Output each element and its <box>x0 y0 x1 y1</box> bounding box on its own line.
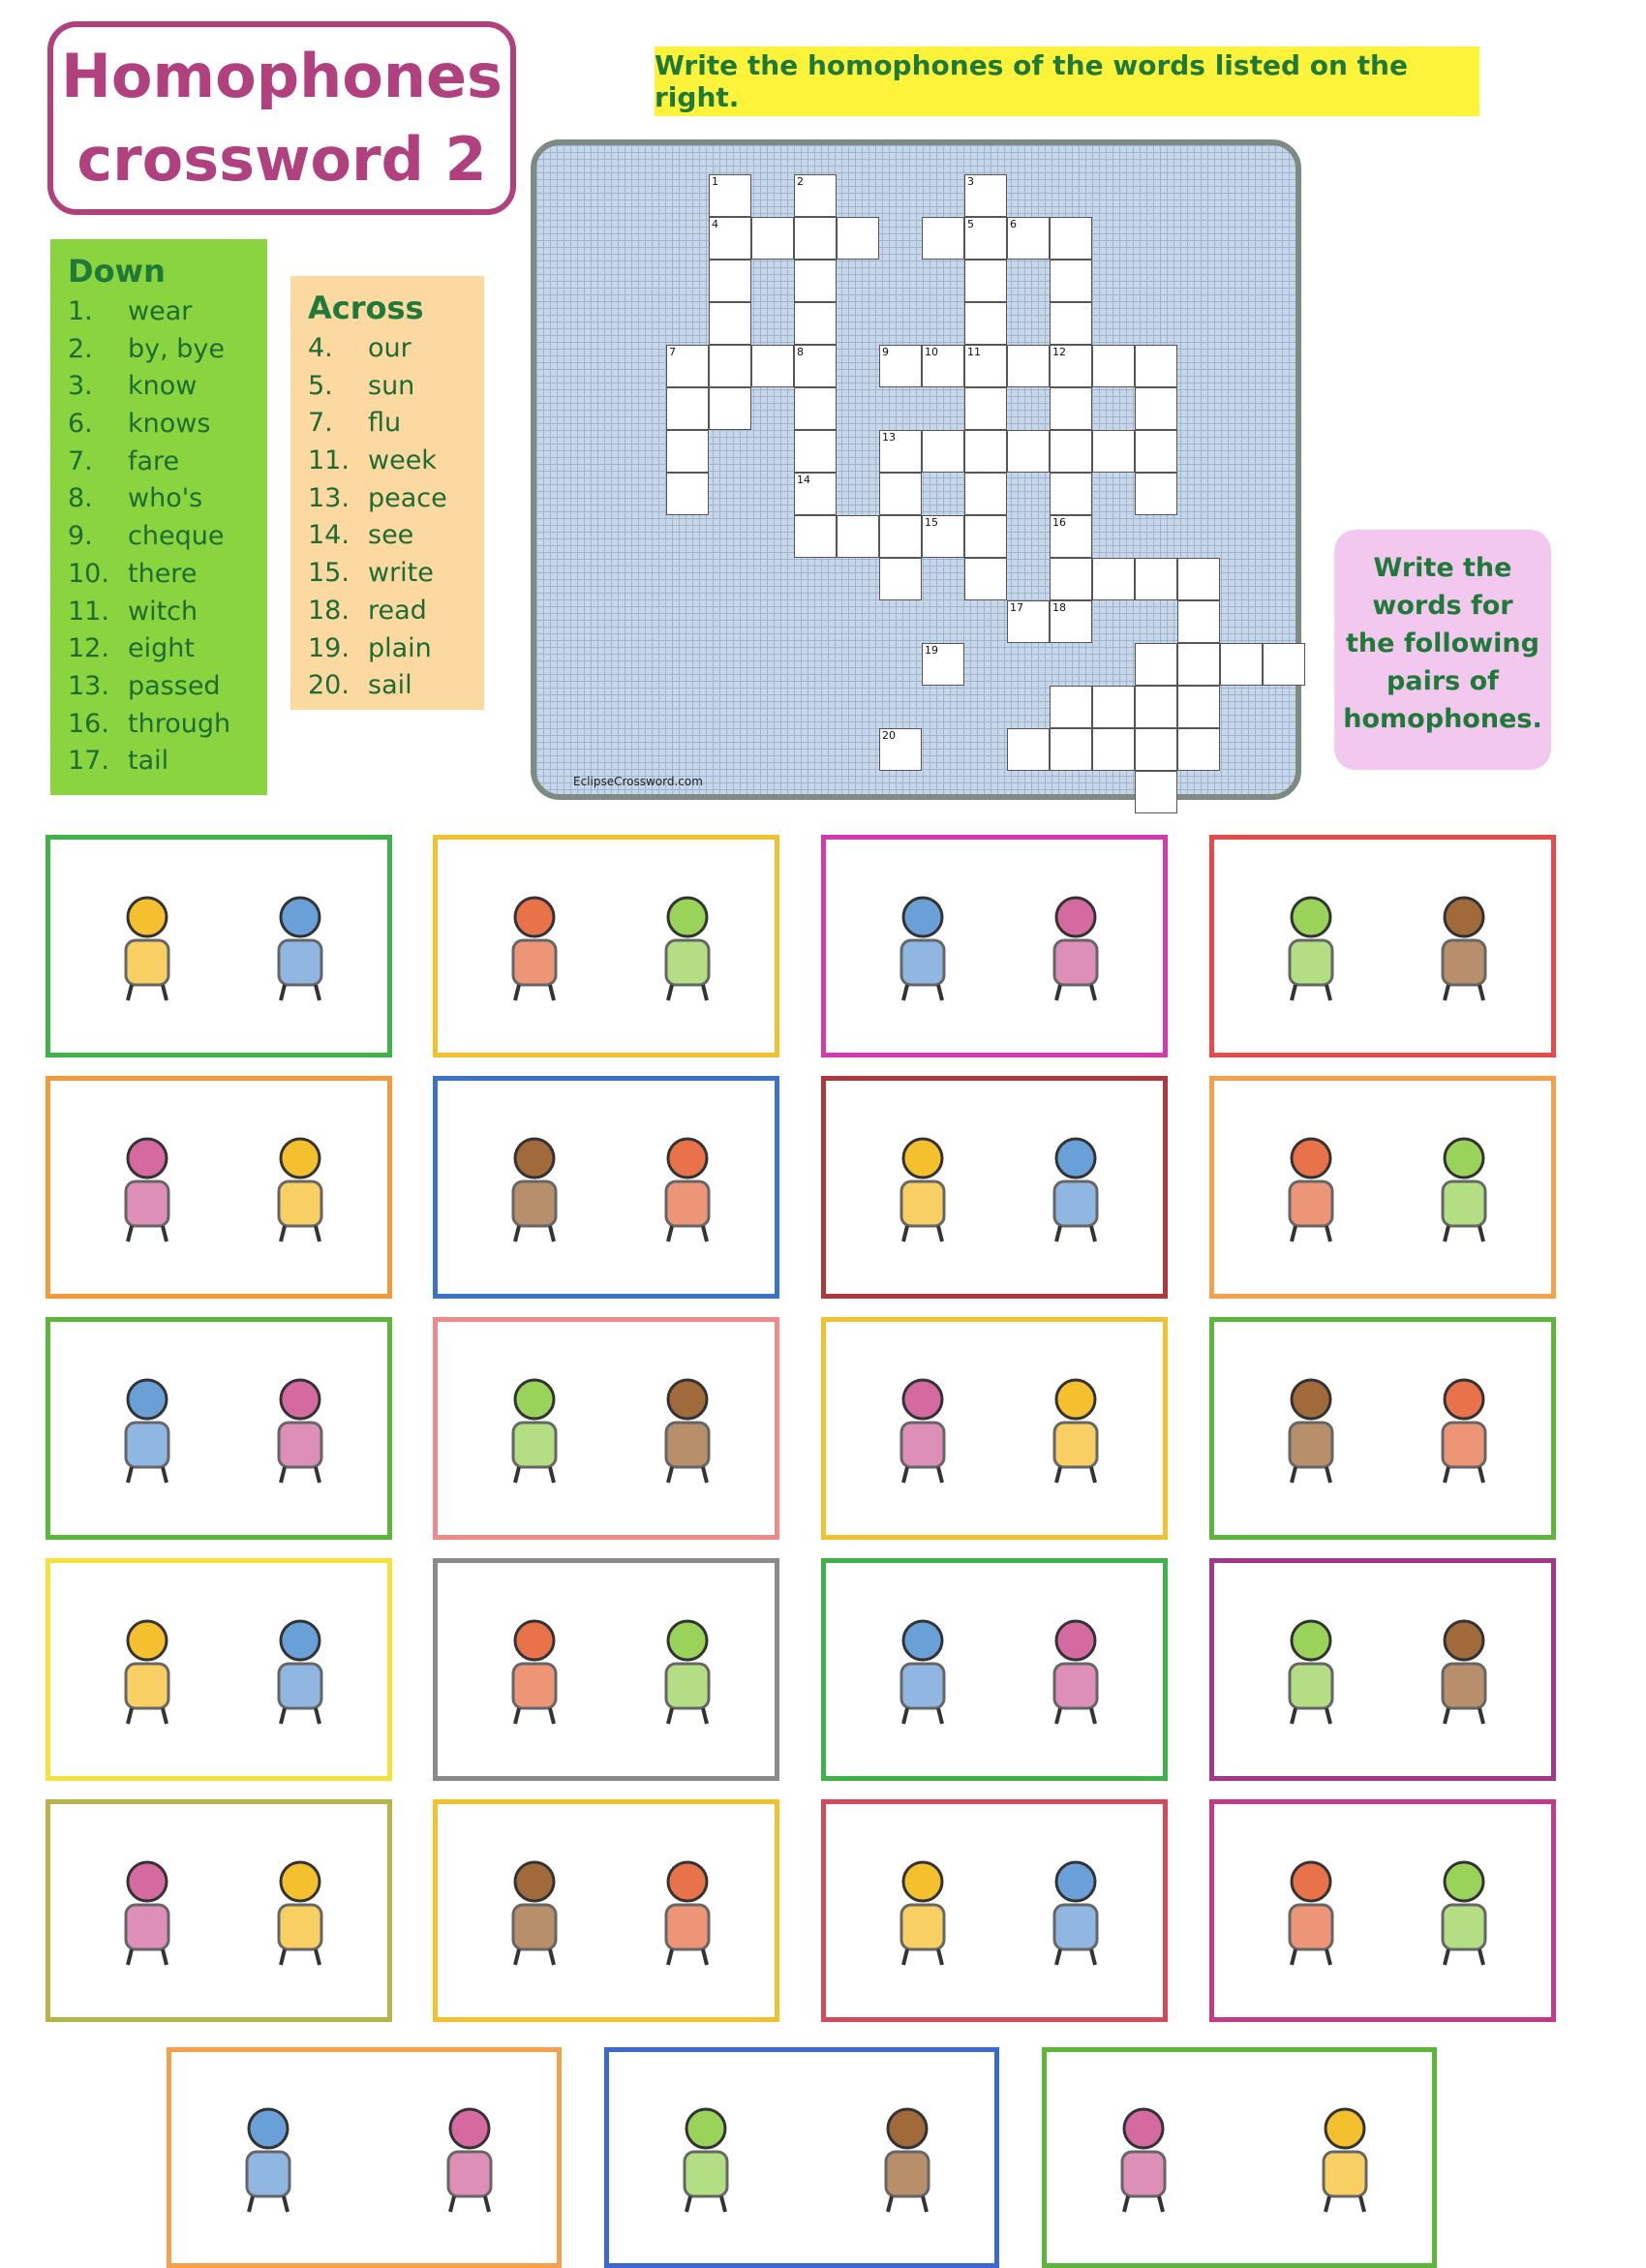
picture-card <box>1209 1317 1556 1540</box>
clue-word: flu <box>368 408 402 439</box>
crossword-cell[interactable] <box>1007 430 1050 473</box>
man-desk-icon <box>629 1853 746 1969</box>
across-clue <box>290 443 484 480</box>
picture-card <box>821 1799 1168 2022</box>
clue-number: 17. <box>68 746 109 777</box>
clue-word: peace <box>368 482 447 513</box>
crossword-cell[interactable] <box>1050 728 1092 771</box>
clue-number: 11. <box>308 445 350 476</box>
clue-number-label: 19 <box>925 644 938 657</box>
clue-number: 6. <box>68 409 93 440</box>
clue-number: 18. <box>308 595 350 626</box>
man-where-icon <box>242 1370 358 1486</box>
sun-icon <box>89 888 205 1004</box>
clue-word: eight <box>128 633 195 664</box>
woman-knows-icon <box>865 1370 981 1486</box>
girl-wind-icon <box>849 2099 965 2216</box>
crossword-cell[interactable] <box>1177 558 1220 600</box>
crossword-cell[interactable] <box>1220 643 1263 686</box>
clue-word: write <box>368 558 434 589</box>
clue-number: 3. <box>68 371 93 402</box>
crossword-numbered-cell[interactable] <box>1050 515 1092 558</box>
across-clue <box>290 330 484 368</box>
man-wear-icon <box>89 1370 205 1486</box>
crossword-cell[interactable] <box>666 387 709 430</box>
crossword-cell[interactable] <box>1177 728 1220 771</box>
clue-number: 7. <box>308 408 333 439</box>
crossword-cell[interactable] <box>1177 600 1220 643</box>
sale-icon <box>629 1611 746 1728</box>
crossword-numbered-cell[interactable] <box>1007 217 1050 260</box>
clue-number-label: 6 <box>1010 218 1017 230</box>
crossword-cell[interactable] <box>751 345 794 387</box>
clue-number: 14. <box>308 520 350 551</box>
crossword-cell[interactable] <box>1050 430 1092 473</box>
crossword-cell[interactable] <box>794 260 837 302</box>
crossword-numbered-cell[interactable] <box>922 515 964 558</box>
crossword-numbered-cell[interactable] <box>666 345 709 387</box>
down-clue <box>50 406 267 444</box>
crossword-cell[interactable] <box>794 387 837 430</box>
clue-number: 19. <box>308 632 350 663</box>
clue-word: read <box>368 595 427 626</box>
picture-card <box>433 1317 779 1540</box>
picture-card <box>433 1558 779 1781</box>
crossword-cell[interactable] <box>964 558 1007 600</box>
down-clue <box>50 630 267 668</box>
sailboat-icon <box>476 1611 593 1728</box>
clue-number-label: 18 <box>1052 601 1066 614</box>
plain-field-icon <box>629 1370 746 1486</box>
down-clue <box>50 706 267 744</box>
crossword-cell[interactable] <box>1263 643 1305 686</box>
clue-number-label: 2 <box>797 175 804 188</box>
clue-number-label: 20 <box>882 729 896 742</box>
crossword-cell[interactable] <box>1177 643 1220 686</box>
across-clue <box>290 555 484 593</box>
bird-tail-icon <box>1253 1853 1369 1969</box>
witch-icon <box>1253 888 1369 1004</box>
clue-number-label: 5 <box>967 218 974 230</box>
down-clue <box>50 331 267 369</box>
crossword-cell[interactable] <box>709 387 751 430</box>
clue-number-label: 3 <box>967 175 974 188</box>
clue-number: 2. <box>68 333 93 364</box>
clue-number-label: 12 <box>1052 346 1066 358</box>
clue-number-label: 10 <box>925 346 938 358</box>
crossword-cell[interactable] <box>1007 345 1050 387</box>
crossword-numbered-cell[interactable] <box>964 345 1007 387</box>
down-clue-list <box>50 293 267 781</box>
picture-card <box>433 1799 779 2022</box>
woman-see-icon <box>1018 1129 1134 1245</box>
clue-word: plain <box>368 632 432 663</box>
down-clue <box>50 556 267 594</box>
crossword-grid <box>531 139 1301 800</box>
crossword-numbered-cell[interactable] <box>964 217 1007 260</box>
crossword-numbered-cell[interactable] <box>922 345 964 387</box>
crossword-cell[interactable] <box>794 515 837 558</box>
crossword-cell[interactable] <box>964 260 1007 302</box>
boy-question-icon <box>648 2099 764 2216</box>
title-line-1: Homophones <box>61 41 503 111</box>
clue-word: fare <box>128 445 180 476</box>
crossword-numbered-cell[interactable] <box>794 174 837 217</box>
crossword-numbered-cell[interactable] <box>879 430 922 473</box>
picture-card <box>1209 1076 1556 1299</box>
crossword-cell[interactable] <box>709 345 751 387</box>
crossword-cell[interactable] <box>964 473 1007 515</box>
clue-number: 13. <box>68 670 109 701</box>
across-clue <box>290 368 484 406</box>
old-man-nose-icon <box>1018 1370 1134 1486</box>
clue-number-label: 4 <box>712 218 718 230</box>
picture-card <box>1042 2047 1437 2268</box>
clue-word: knows <box>128 409 211 440</box>
clue-number: 13. <box>308 482 350 513</box>
clue-number: 7. <box>68 445 93 476</box>
picture-card <box>821 835 1168 1057</box>
crossword-cell[interactable] <box>709 302 751 345</box>
crossword-cell[interactable] <box>1092 728 1135 771</box>
across-clue <box>290 517 484 555</box>
picture-card <box>433 835 779 1057</box>
crossword-cell[interactable] <box>837 515 879 558</box>
woman-flu-icon <box>1406 1129 1522 1245</box>
down-clue <box>50 444 267 481</box>
across-clue <box>290 630 484 668</box>
clue-number-label: 1 <box>712 175 718 188</box>
right-arrow-icon <box>1018 1611 1134 1728</box>
clue-number: 20. <box>308 670 350 701</box>
picture-card <box>1209 835 1556 1057</box>
crossword-numbered-cell[interactable] <box>879 345 922 387</box>
crossword-cell[interactable] <box>1135 473 1177 515</box>
crossword-cell[interactable] <box>751 217 794 260</box>
picture-card <box>46 1558 392 1781</box>
across-clue <box>290 593 484 630</box>
clue-number: 12. <box>68 633 109 664</box>
clue-number: 8. <box>68 483 93 514</box>
girl-tale-icon <box>1406 1853 1522 1969</box>
lincoln-icon <box>1253 1611 1369 1728</box>
clue-word: wear <box>128 296 193 326</box>
crossword-cell[interactable] <box>922 430 964 473</box>
crossword-cell[interactable] <box>666 473 709 515</box>
side-instruction-line: homophones. <box>1343 704 1542 734</box>
crossword-numbered-cell[interactable] <box>922 643 964 686</box>
clue-number-label: 15 <box>925 516 938 529</box>
title-line-2: crossword 2 <box>76 124 487 195</box>
clue-word: know <box>128 371 198 402</box>
picture-card <box>604 2047 999 2268</box>
crossword-cell[interactable] <box>1135 430 1177 473</box>
clue-number: 1. <box>68 296 93 326</box>
clue-number-label: 13 <box>882 431 896 444</box>
crossword-numbered-cell[interactable] <box>964 174 1007 217</box>
crossword-credit: EclipseCrossword.com <box>573 775 703 788</box>
clue-word: our <box>368 333 412 363</box>
picture-card <box>46 835 392 1057</box>
crossword-cell[interactable] <box>1092 345 1135 387</box>
boy-threw-icon <box>210 2099 326 2216</box>
woman-write-icon <box>865 1611 981 1728</box>
down-clue <box>50 368 267 406</box>
picture-card <box>1209 1558 1556 1781</box>
no-sign-icon <box>1018 888 1134 1004</box>
crossword-numbered-cell[interactable] <box>709 174 751 217</box>
fish-sea-icon <box>865 1129 981 1245</box>
down-heading: Down <box>68 253 166 290</box>
clue-word: sun <box>368 370 415 401</box>
red-ball-icon <box>476 1129 593 1245</box>
man-which-icon <box>1406 888 1522 1004</box>
top-instruction: Write the homophones of the words listed on the right. <box>655 46 1479 116</box>
man-know-icon <box>865 888 981 1004</box>
crossword-cell[interactable] <box>1135 558 1177 600</box>
picture-card <box>46 1799 392 2022</box>
picture-card <box>821 1317 1168 1540</box>
crossword-cell[interactable] <box>837 217 879 260</box>
clue-word: by, bye <box>128 333 226 364</box>
clue-word: witch <box>128 596 198 627</box>
crossword-cell[interactable] <box>879 473 922 515</box>
crossword-cell[interactable] <box>1050 473 1092 515</box>
picture-card <box>1209 1799 1556 2022</box>
crossword-cell[interactable] <box>1050 260 1092 302</box>
crossword-cell[interactable] <box>964 387 1007 430</box>
crossword-cell[interactable] <box>1092 558 1135 600</box>
picture-card <box>46 1076 392 1299</box>
down-clue <box>50 668 267 706</box>
clue-number: 5. <box>308 370 333 401</box>
clue-word: see <box>368 520 414 551</box>
clue-number: 11. <box>68 596 109 627</box>
crossword-cell[interactable] <box>1135 728 1177 771</box>
clue-word: through <box>128 708 231 739</box>
crossword-cell[interactable] <box>794 302 837 345</box>
crossword-cell[interactable] <box>1050 686 1092 728</box>
crossword-cell[interactable] <box>964 302 1007 345</box>
crossword-cell[interactable] <box>1050 217 1092 260</box>
crossword-numbered-cell[interactable] <box>1050 600 1092 643</box>
family-our-icon <box>1018 1853 1134 1969</box>
calendar-week-icon <box>89 1129 205 1245</box>
side-instruction-line: Write the <box>1373 553 1512 583</box>
clue-number-label: 9 <box>882 346 889 358</box>
girl-read-icon <box>629 1129 746 1245</box>
crossword-numbered-cell[interactable] <box>794 473 837 515</box>
clue-word: sail <box>368 670 412 701</box>
man-walk-icon <box>1406 1611 1522 1728</box>
clue-number-label: 16 <box>1052 516 1066 529</box>
woman-check-icon <box>1287 2099 1403 2216</box>
side-instruction-line: the following <box>1346 628 1539 659</box>
crossword-cell[interactable] <box>1050 302 1092 345</box>
crossword-numbered-cell[interactable] <box>1007 600 1050 643</box>
clue-number: 4. <box>308 333 333 363</box>
across-clue <box>290 480 484 518</box>
crossword-cell[interactable] <box>1177 686 1220 728</box>
children-circle-icon <box>242 1853 358 1969</box>
son-hugging-icon <box>242 888 358 1004</box>
crossword-cell[interactable] <box>1050 558 1092 600</box>
plane-icon <box>476 1370 593 1486</box>
heart-arrow-icon <box>412 2099 528 2216</box>
picture-card <box>821 1558 1168 1781</box>
man-who-icon <box>89 1611 205 1728</box>
picture-card <box>167 2047 562 2268</box>
crossword-numbered-cell[interactable] <box>709 217 751 260</box>
clue-word: there <box>128 558 198 589</box>
clue-number-label: 8 <box>797 346 804 358</box>
bird-fair-icon <box>1406 1370 1522 1486</box>
crossword-cell[interactable] <box>1135 345 1177 387</box>
clue-number-label: 14 <box>797 474 810 486</box>
crossword-cell[interactable] <box>1135 387 1177 430</box>
crossword-cell[interactable] <box>964 515 1007 558</box>
crossword-cell[interactable] <box>964 430 1007 473</box>
crossword-numbered-cell[interactable] <box>794 345 837 387</box>
crossword-cell[interactable] <box>1050 387 1092 430</box>
clue-word: week <box>368 445 437 476</box>
clue-number: 15. <box>308 558 350 589</box>
crossword-cell[interactable] <box>1007 728 1050 771</box>
clue-number: 9. <box>68 521 93 552</box>
crossword-cell[interactable] <box>879 558 922 600</box>
across-clue <box>290 405 484 443</box>
picture-card <box>433 1076 779 1299</box>
across-clue <box>290 667 484 705</box>
woman-flew-icon <box>1253 1129 1369 1245</box>
man-throw-icon <box>89 1853 205 1969</box>
down-clue <box>50 743 267 781</box>
picture-card <box>821 1076 1168 1299</box>
crossword-numbered-cell[interactable] <box>879 728 922 771</box>
crossword-cell[interactable] <box>794 430 837 473</box>
crossword-cell[interactable] <box>1092 430 1135 473</box>
two-men-whose-icon <box>242 1611 358 1728</box>
crossword-cell[interactable] <box>794 217 837 260</box>
train-icon <box>476 1853 593 1969</box>
weak-man-icon <box>242 1129 358 1245</box>
clue-word: who's <box>128 483 203 514</box>
clue-number: 10. <box>68 558 109 589</box>
crossword-cell[interactable] <box>1092 686 1135 728</box>
worksheet-title <box>47 21 516 215</box>
eight-icon <box>476 888 593 1004</box>
crossword-numbered-cell[interactable] <box>1050 345 1092 387</box>
clue-word: passed <box>128 670 221 701</box>
across-clues-panel <box>290 276 484 710</box>
woman-fare-icon <box>1253 1370 1369 1486</box>
clue-number-label: 7 <box>669 346 676 358</box>
crossword-cell[interactable] <box>879 515 922 558</box>
clue-number-label: 11 <box>967 346 981 358</box>
cheque-writing-icon <box>1085 2099 1202 2216</box>
down-clues-panel <box>50 239 267 795</box>
down-clue <box>50 518 267 556</box>
side-instruction-line: pairs of <box>1387 666 1499 696</box>
down-clue <box>50 594 267 631</box>
crossword-cell[interactable] <box>922 217 964 260</box>
crossword-cell[interactable] <box>1135 686 1177 728</box>
across-heading: Across <box>308 290 424 326</box>
clue-number: 16. <box>68 708 109 739</box>
picture-card <box>46 1317 392 1540</box>
across-clue-list <box>290 330 484 705</box>
crossword-cell[interactable] <box>1135 771 1177 813</box>
side-instruction <box>1334 530 1551 770</box>
down-clue <box>50 293 267 331</box>
clock-hour-icon <box>865 1853 981 1969</box>
side-instruction-line: words for <box>1372 591 1513 621</box>
clue-number-label: 17 <box>1010 601 1023 614</box>
girl-ate-icon <box>629 888 746 1004</box>
clue-word: cheque <box>128 521 225 552</box>
crossword-cell[interactable] <box>1135 643 1177 686</box>
crossword-cell[interactable] <box>709 260 751 302</box>
down-clue <box>50 480 267 518</box>
crossword-cell[interactable] <box>666 430 709 473</box>
clue-word: tail <box>128 746 169 777</box>
